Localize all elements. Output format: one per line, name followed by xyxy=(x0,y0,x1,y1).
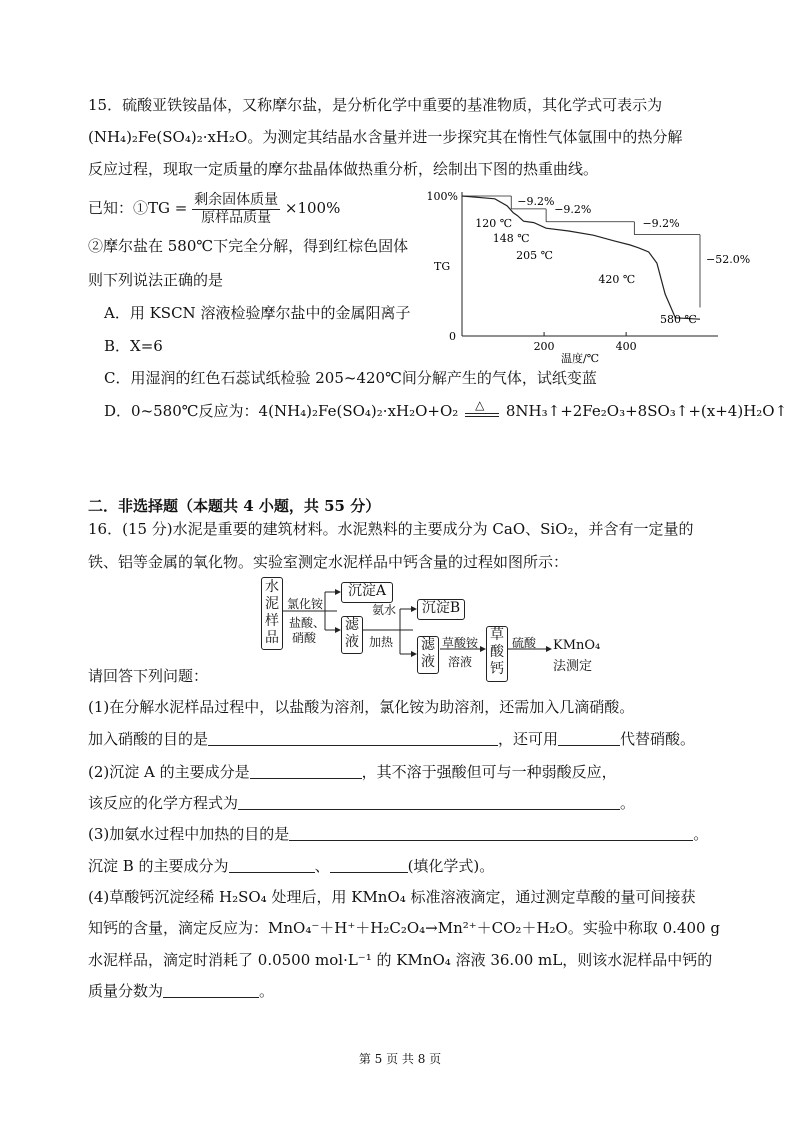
filtrate-char: 滤 xyxy=(421,637,435,653)
temperature-label: 420 ℃ xyxy=(598,272,636,286)
temperature-label: 205 ℃ xyxy=(516,249,553,262)
answer-blank[interactable] xyxy=(330,857,408,873)
x-axis-label: 温度/℃ xyxy=(560,352,600,365)
text-fragment: ，其不溶于强酸但可与一种弱酸反应， xyxy=(361,763,617,781)
fraction-suffix: ×100% xyxy=(284,199,341,217)
reagent-solution: 溶液 xyxy=(448,655,473,669)
q15-stem-line1: 15．硫酸亚铁铵晶体，又称摩尔盐，是分析化学中重要的基准物质，其化学式可表示为 xyxy=(88,96,663,114)
text-fragment: (2)沉淀 A 的主要成分是 xyxy=(88,763,250,781)
sample-char: 样 xyxy=(265,613,279,629)
y-tick-label: 0 xyxy=(449,330,456,343)
text-fragment: 。 xyxy=(693,825,709,843)
final-kmno4: KMnO₄ xyxy=(553,638,601,653)
text-fragment: (3)加氨水过程中加热的目的是 xyxy=(88,825,290,843)
option-d-products: 8NH₃↑+2Fe₂O₃+8SO₃↑+(x+4)H₂O↑ xyxy=(505,402,788,420)
answer-blank[interactable] xyxy=(229,857,315,873)
temperature-label: 120 ℃ xyxy=(475,216,513,230)
q16-part4-line3: 水泥样品，滴定时消耗了 0.0500 mol·L⁻¹ 的 KMnO₄ 溶液 36.00 mL，则该水泥样品中钙的 xyxy=(88,951,713,969)
flow-box-precipitate-b: 沉淀B xyxy=(417,599,465,620)
q16-part1-line2 xyxy=(88,729,695,749)
condition-heat: 加热 xyxy=(369,635,394,649)
final-method: 法测定 xyxy=(553,659,593,674)
text-fragment: 。 xyxy=(620,794,636,812)
filtrate-char: 液 xyxy=(421,654,435,670)
reagent-hno3: 硝酸 xyxy=(292,631,317,645)
q16-part4-line2: 知钙的含量，滴定反应为：MnO₄⁻＋H⁺＋H₂C₂O₄→Mn²⁺＋CO₂＋H₂O。实验中称取 0.400 g xyxy=(88,919,720,937)
reagent-nh4cl: 氯化铵 xyxy=(287,597,324,611)
answer-blank[interactable] xyxy=(208,730,498,746)
q15-known-2: ②摩尔盐在 580℃下完全分解，得到红棕色固体 xyxy=(88,237,409,255)
section-title: 二．非选择题（本题共 4 小题，共 55 分） xyxy=(88,497,381,515)
text-fragment: (填化学式)。 xyxy=(407,857,495,875)
page-number: 第 5 页 共 8 页 xyxy=(358,1052,442,1066)
q15-known-1 xyxy=(88,190,340,227)
reaction-arrow xyxy=(463,398,501,421)
text-fragment: ，还可用 xyxy=(498,730,559,748)
q16-part4-line1: (4)草酸钙沉淀经稀 H₂SO₄ 处理后，用 KMnO₄ 标准溶液滴定，通过测定草酸的量可间接获 xyxy=(88,888,696,906)
tg-chart xyxy=(426,186,751,366)
answer-blank[interactable] xyxy=(250,763,362,779)
q15-stem-line3: 反应过程，现取一定质量的摩尔盐晶体做热重分析，绘制出下图的热重曲线。 xyxy=(88,160,599,178)
q16-stem-line2: 铁、铝等金属的氧化物。实验室测定水泥样品中钙含量的过程如图所示： xyxy=(88,553,569,571)
answer-blank[interactable] xyxy=(238,794,620,810)
filtrate-char: 滤 xyxy=(345,617,359,633)
option-d-reactants: D．0~580℃反应为：4(NH₄)₂Fe(SO₄)₂·xH₂O+O₂ xyxy=(104,402,459,420)
text-fragment: 、 xyxy=(314,857,330,875)
answer-blank[interactable] xyxy=(558,730,620,746)
text-fragment: 沉淀 B 的主要成分为 xyxy=(88,857,229,875)
q16-stem-line1: 16．(15 分)水泥是重要的建筑材料。水泥熟料的主要成分为 CaO、SiO₂，并含有一定量的 xyxy=(88,520,694,538)
q16-part2-line1 xyxy=(88,762,617,782)
caox-char: 酸 xyxy=(490,644,504,660)
step-label: −9.2% xyxy=(554,202,592,216)
y-tick-label: 100% xyxy=(426,190,458,203)
flow-box-filtrate-1 xyxy=(341,616,363,654)
known-prefix: 已知：①TG = xyxy=(88,199,188,217)
text-fragment: 。 xyxy=(259,982,275,1000)
sample-char: 水 xyxy=(265,579,279,595)
caox-char: 钙 xyxy=(490,661,504,677)
answer-prompt: 请回答下列问题： xyxy=(88,667,209,685)
text-fragment: 代替硝酸。 xyxy=(620,730,696,748)
x-tick-label: 400 xyxy=(615,340,637,353)
x-tick-label: 200 xyxy=(533,340,555,353)
heat-symbol: △ xyxy=(475,398,485,412)
reagent-oxalate: 草酸铵 xyxy=(442,636,479,650)
reagent-hcl: 盐酸、 xyxy=(289,616,326,630)
caox-char: 草 xyxy=(490,627,504,643)
q16-part3-line2 xyxy=(88,856,494,876)
temperature-label: 148 ℃ xyxy=(492,232,530,246)
q16-part2-line2 xyxy=(88,793,635,813)
flow-box-calcium-oxalate xyxy=(486,626,508,682)
temperature-label: 580 ℃ xyxy=(660,313,697,327)
y-axis-label: TG xyxy=(434,260,451,273)
step-label: −9.2% xyxy=(642,216,680,230)
flow-box-filtrate-2 xyxy=(417,636,439,674)
q15-ask: 则下列说法正确的是 xyxy=(88,271,224,289)
filtrate-char: 液 xyxy=(345,634,359,650)
q16-part3-line1 xyxy=(88,824,708,844)
fraction-numerator: 剩余固体质量 xyxy=(194,191,279,208)
reagent-h2so4: 硫酸 xyxy=(512,636,537,650)
q15-option-c: C．用湿润的红色石蕊试纸检验 205~420℃间分解产生的气体，试纸变蓝 xyxy=(104,369,597,387)
tg-fraction xyxy=(192,192,280,227)
text-fragment: 该反应的化学方程式为 xyxy=(88,794,239,812)
step-label: −52.0% xyxy=(706,253,751,267)
step-label: −9.2% xyxy=(517,195,555,208)
answer-blank[interactable] xyxy=(163,982,259,998)
q15-option-d xyxy=(104,398,788,421)
flow-box-sample xyxy=(261,577,283,650)
text-fragment: 加入硝酸的目的是 xyxy=(88,730,209,748)
q15-option-a: A．用 KSCN 溶液检验摩尔盐中的金属阳离子 xyxy=(104,304,411,322)
reagent-ammonia: 氨水 xyxy=(372,603,397,617)
answer-blank[interactable] xyxy=(289,825,693,841)
q15-stem-line2: (NH₄)₂Fe(SO₄)₂·xH₂O。为测定其结晶水含量并进一步探究其在惰性气体氩围中的热分解 xyxy=(88,128,683,146)
sample-char: 品 xyxy=(265,630,279,646)
text-fragment: 质量分数为 xyxy=(88,982,164,1000)
fraction-denominator: 原样品质量 xyxy=(201,209,272,226)
q16-part1-line1: (1)在分解水泥样品过程中，以盐酸为溶剂，氯化铵为助溶剂，还需加入几滴硝酸。 xyxy=(88,698,635,716)
q15-option-b: B．X=6 xyxy=(104,337,163,355)
flow-box-precipitate-a: 沉淀A xyxy=(341,582,393,603)
sample-char: 泥 xyxy=(265,596,279,612)
q16-part4-line4 xyxy=(88,981,274,1001)
